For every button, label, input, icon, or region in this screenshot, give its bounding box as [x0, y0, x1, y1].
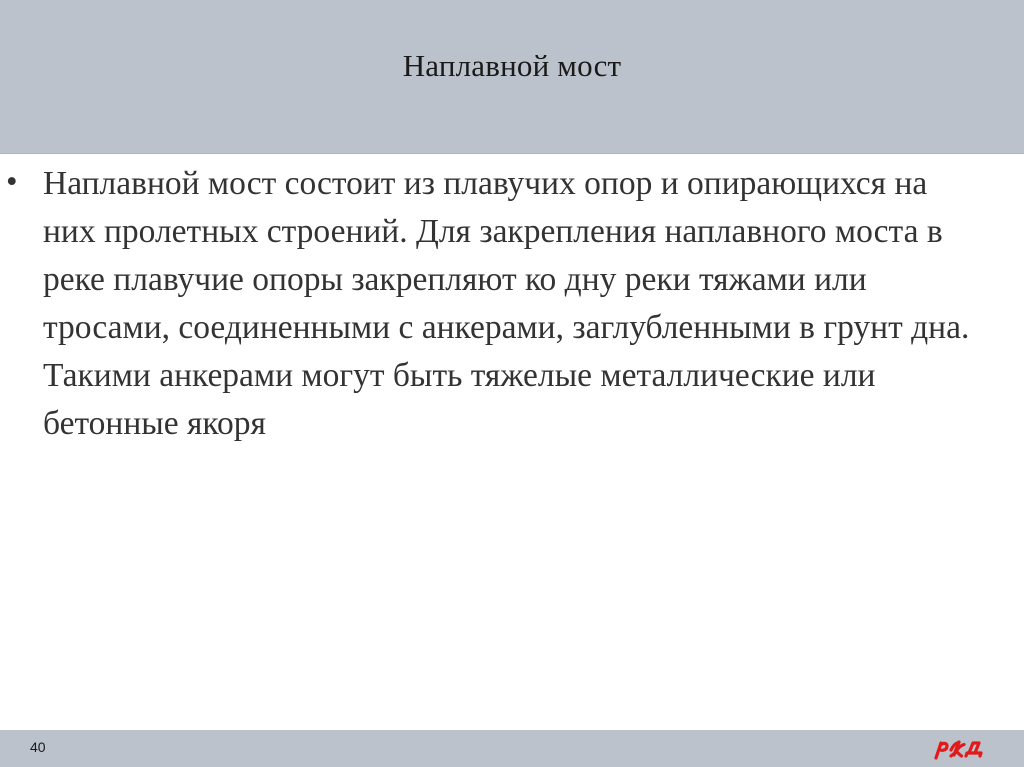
bullet-marker: •	[6, 164, 18, 200]
title-band	[0, 0, 1024, 154]
footer-band	[0, 730, 1024, 767]
page-number: 40	[30, 739, 46, 755]
bullet-text: Наплавной мост состоит из плавучих опор и опирающихся на них пролетных строений. Для закрепления наплавного моста в реке плавучие опоры закрепляют ко дну реки тяжами или тросами, соединенными с анкерами, заглубленными в грунт дна. Такими анкерами могут быть тяжелые металлические или бетонные якоря	[43, 165, 970, 442]
rzd-logo-icon	[932, 737, 988, 761]
slide-title: Наплавной мост	[402, 48, 622, 83]
slide-content	[0, 160, 1024, 720]
